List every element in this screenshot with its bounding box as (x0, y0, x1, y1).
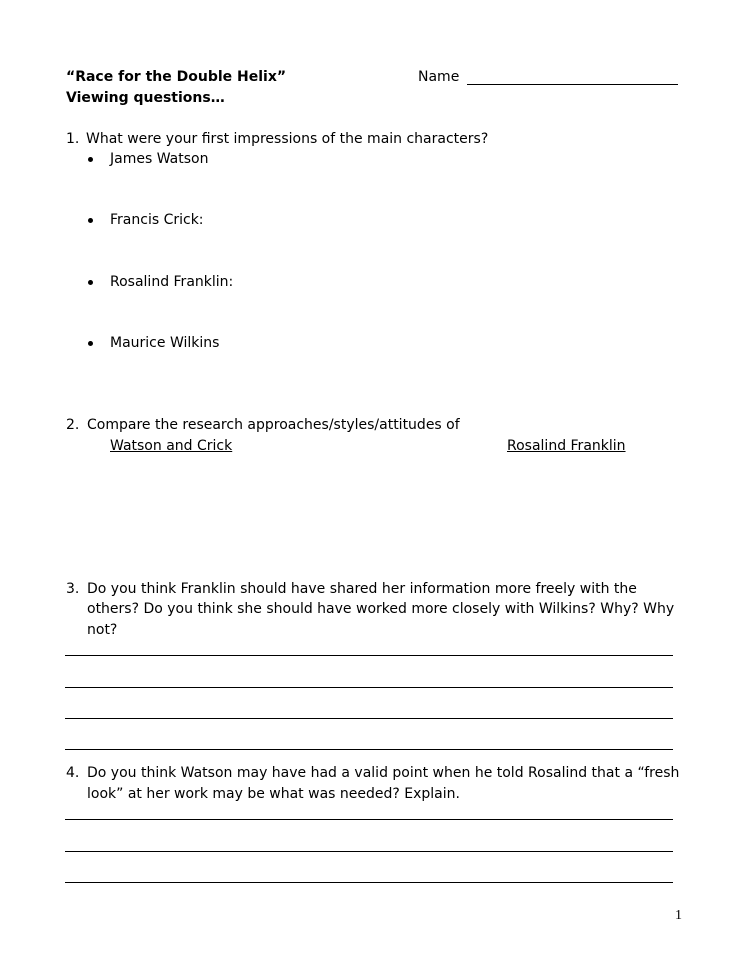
q3-answer-line[interactable] (65, 749, 673, 750)
bullet-icon (88, 280, 93, 285)
page-number: 1 (675, 908, 682, 923)
q3-text-line-1: Do you think Franklin should have shared her information more freely with the (87, 581, 637, 597)
q4-answer-line[interactable] (65, 882, 673, 883)
q3-answer-line[interactable] (65, 718, 673, 719)
q4-answer-line[interactable] (65, 819, 673, 820)
q4-answer-line[interactable] (65, 851, 673, 852)
q2-number: 2. (66, 417, 80, 433)
character-watson: James Watson (110, 151, 209, 167)
q1-number: 1. (66, 131, 80, 147)
q3-number: 3. (66, 581, 80, 597)
worksheet-subtitle: Viewing questions… (66, 90, 225, 106)
bullet-icon (88, 218, 93, 223)
bullet-icon (88, 341, 93, 346)
bullet-icon (88, 157, 93, 162)
q3-text-line-3: not? (87, 622, 118, 638)
q3-answer-line[interactable] (65, 687, 673, 688)
q4-number: 4. (66, 765, 80, 781)
character-franklin: Rosalind Franklin: (110, 274, 234, 290)
character-crick: Francis Crick: (110, 212, 204, 228)
name-label: Name (418, 69, 460, 85)
q2-column-watson-crick: Watson and Crick (110, 438, 233, 454)
q2-column-franklin: Rosalind Franklin (507, 438, 626, 454)
q2-text: Compare the research approaches/styles/attitudes of (87, 417, 460, 433)
q4-text-line-2: look” at her work may be what was needed? Explain. (87, 786, 460, 802)
character-wilkins: Maurice Wilkins (110, 335, 220, 351)
q3-answer-line[interactable] (65, 655, 673, 656)
name-blank-line[interactable] (467, 84, 678, 85)
q1-text: What were your first impressions of the main characters? (86, 131, 489, 147)
q3-text-line-2: others? Do you think she should have worked more closely with Wilkins? Why? Why (87, 601, 675, 617)
worksheet-title: “Race for the Double Helix” (66, 69, 287, 85)
q4-text-line-1: Do you think Watson may have had a valid point when he told Rosalind that a “fresh (87, 765, 680, 781)
